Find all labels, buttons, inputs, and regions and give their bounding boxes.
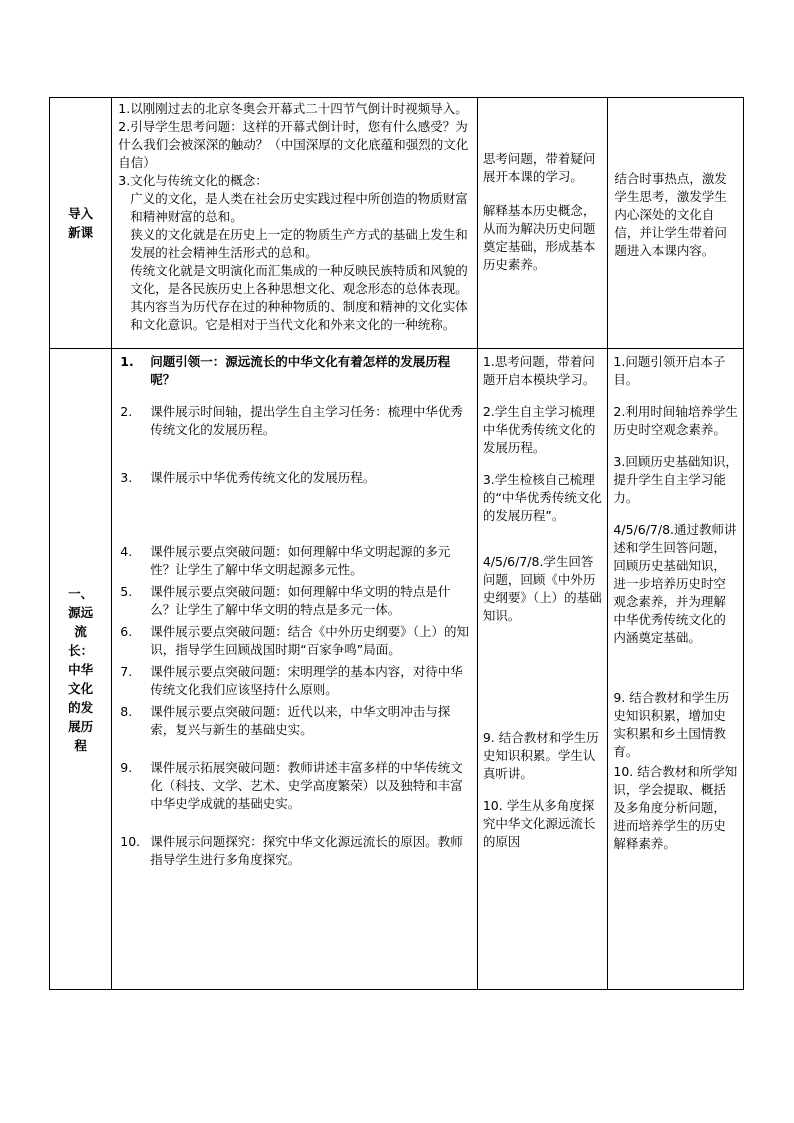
list-item: [120, 469, 471, 487]
design-line: 2.利用时间轴培养学生历史时空观念素养。: [613, 404, 738, 437]
list-item: [120, 663, 471, 699]
row-header-line: 长：: [68, 642, 94, 658]
row-header-line: 中华: [68, 661, 94, 677]
list-item: [120, 703, 471, 739]
item-number: 7.: [120, 664, 133, 679]
row-header-line: 文化: [68, 680, 94, 696]
item-number: 1.: [120, 354, 134, 369]
list-item: [120, 759, 471, 813]
student-line: 思考问题，带着疑问展开本课的学习。: [482, 151, 596, 184]
student-line: 解释基本历史概念，从而为解决历史问题奠定基础，形成基本历史素养。: [482, 203, 596, 272]
item-text: 课件展示要点突破问题：如何理解中华文明的特点是什么？让学生了解中华文明的特点是多元一体。: [150, 584, 451, 617]
row-header-line: 源远: [68, 604, 94, 620]
item-number: 8.: [120, 704, 133, 719]
item-text: 课件展示要点突破问题：如何理解中华文明起源的多元性？让学生了解中华文明起源多元性。: [150, 544, 451, 577]
row-header-line: 的发: [68, 699, 94, 715]
item-text: 课件展示要点突破问题：近代以来，中华文明冲击与探索，复兴与新生的基础史实。: [150, 704, 451, 737]
design-intent-cell: [608, 349, 744, 990]
list-item: [120, 543, 471, 579]
student-line: 9. 结合教材和学生历史知识积累。学生认真听讲。: [482, 730, 599, 781]
item-number: 2.: [120, 404, 133, 419]
list-item: [120, 623, 471, 659]
item-text: 课件展示要点突破问题：宋明理学的基本内容，对待中华传统文化我们应该坚持什么原则。: [150, 664, 463, 697]
student-activity-cell: [477, 349, 608, 990]
student-line: 1.思考问题，带着问题开启本模块学习。: [482, 354, 596, 387]
student-line: 10. 学生从多角度探究中华文化源远流长的原因: [482, 798, 596, 849]
list-item: [120, 833, 471, 869]
item-number: 10.: [120, 834, 141, 849]
item-number: 5.: [120, 584, 133, 599]
row-header-line: 程: [74, 737, 87, 753]
design-line: 3.回顾历史基础知识，提升学生自主学习能力。: [613, 454, 738, 505]
row-header-text: 导入新课: [68, 206, 94, 240]
design-line: 结合时事热点，激发学生思考，激发学生内心深处的文化自信，并让学生带着问题进入本课内容。: [614, 171, 727, 258]
activity-line: 传统文化就是文明演化而汇集成的一种反映民族特质和风貌的文化，是各民族历史上各种思想文化、观念形态的总体表现。其内容当为历代存在过的种种物质的、制度和精神的文化实体和文化意识。它是相对于当代文化和外来文化的一种统称。: [130, 263, 468, 332]
item-text: 课件展示拓展突破问题：教师讲述丰富多样的中华传统文化（科技、文学、艺术、史学高度繁荣）以及独特和丰富中华史学成就的基础史实。: [150, 760, 463, 811]
table-row-intro: [50, 98, 744, 349]
row-header-line: 流: [74, 623, 87, 639]
row-header-line: 展历: [68, 718, 94, 734]
row-header-line: 一、: [68, 585, 94, 601]
lesson-plan-table: [49, 97, 744, 990]
design-line: 1.问题引领开启本子目。: [613, 354, 726, 387]
item-text: 问题引领一：源远流长的中华文化有着怎样的发展历程呢？: [150, 354, 451, 387]
student-line: 2.学生自主学习梳理中华优秀传统文化的发展历程。: [482, 404, 596, 455]
design-line: 9. 结合教材和学生历史知识积累，增加史实积累和乡土国情教育。: [613, 690, 730, 759]
item-text: 课件展示时间轴，提出学生自主学习任务：梳理中华优秀传统文化的发展历程。: [150, 404, 463, 437]
row-header-section-one: [50, 349, 112, 990]
design-line: 10. 结合教材和所学知识，学会提取、概括及多角度分析问题，进而培养学生的历史解释素养。: [613, 764, 738, 851]
student-line: 3.学生检核自己梳理的“中华优秀传统文化的发展历程”。: [482, 472, 602, 523]
activity-line: 狭义的文化就是在历史上一定的物质生产方式的基础上发生和发展的社会精神生活形式的总和。: [130, 227, 468, 260]
item-number: 4.: [120, 544, 133, 559]
item-number: 9.: [120, 760, 133, 775]
design-line: 4/5/6/7/8.通过教师讲述和学生回答问题，回顾历史基础知识，进一步培养历史时空观念素养，并为理解中华优秀传统文化的内涵奠定基础。: [613, 522, 737, 645]
activity-line: 广义的文化，是人类在社会历史实践过程中所创造的物质财富和精神财富的总和。: [130, 191, 468, 224]
item-text: 课件展示中华优秀传统文化的发展历程。: [150, 470, 376, 485]
teacher-activity-cell: [112, 349, 478, 990]
list-item: [120, 403, 471, 439]
table-row-section-one: [50, 349, 744, 990]
student-activity-cell: [477, 98, 608, 349]
item-number: 6.: [120, 624, 133, 639]
row-header-intro: [50, 98, 112, 349]
item-text: 课件展示要点突破问题：结合《中外历史纲要》（上）的知识，指导学生回顾战国时期“百家争鸣”局面。: [150, 624, 470, 657]
list-item: [120, 583, 471, 619]
student-line: 4/5/6/7/8.学生回答问题，回顾《中外历史纲要》（上）的基础知识。: [482, 554, 602, 623]
teacher-activity-cell: [112, 98, 478, 349]
activity-line: 2.引导学生思考问题：这样的开幕式倒计时，您有什么感受？为什么我们会被深深的触动？（中国深厚的文化底蕴和强烈的文化自信）: [118, 119, 469, 170]
list-item: [120, 353, 471, 389]
activity-line: 3.文化与传统文化的概念：: [118, 173, 268, 188]
item-text: 课件展示问题探究：探究中华文化源远流长的原因。教师指导学生进行多角度探究。: [150, 834, 463, 867]
design-intent-cell: [608, 98, 744, 349]
activity-line: 1.以刚刚过去的北京冬奥会开幕式二十四节气倒计时视频导入。: [118, 101, 468, 116]
item-number: 3.: [120, 470, 133, 485]
